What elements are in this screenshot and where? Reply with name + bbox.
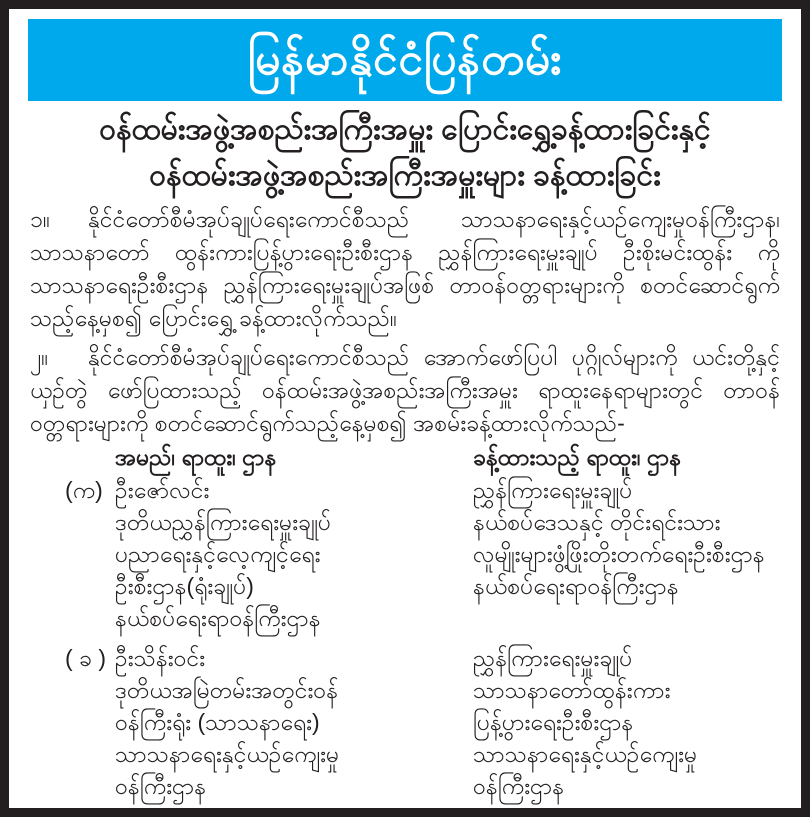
paragraph-1-number: ၁။ — [30, 206, 50, 232]
appointment-row-2-current-line: ဦးသိန်းဝင်း — [115, 645, 206, 671]
appointment-row-1-label: (က) — [65, 477, 103, 503]
appointment-row-2-appointed-line: သာသနာရေးနှင့်ယဉ်ကျေးမှု — [473, 741, 698, 767]
appointment-row-2-appointed — [473, 642, 782, 802]
appointment-row-2-current — [115, 642, 473, 802]
appointment-row-2-appointed-line: သာသနာတော်ထွန်းကား — [473, 677, 671, 703]
appointment-row-1-current-line: ဦးဇော်လင်း — [115, 477, 210, 503]
appointment-row-2-appointed-line: ညွှန်ကြားရေးမှူးချုပ် — [473, 645, 633, 671]
appointment-row-1-current-line: ဒုတိယညွှန်ကြားရေးမှူးချုပ် — [115, 509, 332, 535]
document-title-line1: ဝန်ထမ်းအဖွဲ့အစည်းအကြီးအမှူး ပြောင်းရွှေ့ခန့်ထားခြင်းနှင့် — [99, 113, 711, 146]
appointment-row-1-appointed-line: လူမျိုးများဖွံ့ဖြိုးတိုးတက်ရေးဦးစီးဌာန — [473, 541, 765, 567]
appointments-column-headers — [28, 442, 782, 472]
appointment-row-1-current-line: နယ်စပ်ရေးရာဝန်ကြီးဌာန — [115, 605, 321, 631]
masthead-title: မြန်မာနိုင်ငံပြန်တမ်း — [247, 35, 563, 84]
appointment-row-1-appointed-line: နယ်စပ်ရေးရာဝန်ကြီးဌာန — [473, 573, 679, 599]
appointment-row-2-appointed-line: ပြန့်ပွားရေးဦးစီးဌာန — [473, 709, 634, 735]
appointment-row-2-current-line: ဒုတိယအမြဲတမ်းအတွင်းဝန် — [115, 677, 339, 703]
paragraph-1-text: နိုင်ငံတော်စီမံအုပ်ချုပ်ရေးကောင်စီသည် သာသနာရေးနှင့်ယဉ်ကျေးမှုဝန်ကြီးဌာန၊ သာသနာတော် ထွန်းကားပြန့်ပွားရေးဦးစီးဌာန ညွှန်ကြားရေးမှူးချုပ် ဦးစိုးမင်းထွန်း ကို သာသနာရေးဦးစီးဌာန ညွှန်ကြားရေးမှူးချုပ်အဖြစ် တာဝန်ဝတ္တရားများကို စတင်ဆောင်ရွက်သည့်နေ့မှစ၍ ပြောင်းရွှေ့ ခန့်ထားလိုက်သည်။ — [30, 206, 780, 331]
masthead-banner — [28, 19, 782, 101]
appointment-row-1-current — [115, 474, 473, 634]
paragraph-1 — [30, 203, 780, 335]
appointment-row-1-appointed — [473, 474, 782, 634]
document-title — [28, 107, 782, 199]
appointment-row-2-current-line: သာသနာရေးနှင့်ယဉ်ကျေးမှု — [115, 741, 340, 767]
appointment-row-1 — [28, 474, 782, 634]
appointment-row-2-current-line: ဝန်ကြီးဌာန — [115, 773, 207, 799]
appointment-row-2-current-line: ဝန်ကြီးရုံး (သာသနာရေး) — [115, 709, 320, 735]
appointment-row-1-appointed-line: ညွှန်ကြားရေးမှူးချုပ် — [473, 477, 633, 503]
appointment-row-1-appointed-line: နယ်စပ်ဒေသနှင့် တိုင်းရင်းသား — [473, 509, 721, 535]
paragraph-2-text: နိုင်ငံတော်စီမံအုပ်ချုပ်ရေးကောင်စီသည် အောက်ဖော်ပြပါ ပုဂ္ဂိုလ်များကို ယင်းတို့နှင့်ယှဉ်တွဲ ဖော်ပြထားသည့် ဝန်ထမ်းအဖွဲ့အစည်းအကြီးအမှူး ရာထူးနေရာများတွင် တာဝန်ဝတ္တရားများကို စတင်ဆောင်ရွက်သည့်နေ့မှစ၍ အစမ်းခန့်ထားလိုက်သည်- — [30, 344, 780, 436]
appointment-row-1-current-line: ဦးစီးဌာန(ရုံးချုပ်) — [115, 573, 254, 599]
appointment-row-2-appointed-line: ဝန်ကြီးဌာန — [473, 773, 565, 799]
appointment-row-2-label: ( ခ ) — [65, 645, 107, 671]
document-title-line2: ဝန်ထမ်းအဖွဲ့အစည်းအကြီးအမှူးများ ခန့်ထားခြင်း — [149, 159, 661, 192]
paragraph-2 — [30, 341, 780, 440]
appointment-row-2 — [28, 642, 782, 802]
appointment-row-1-current-line: ပညာရေးနှင့်လေ့ကျင့်ရေး — [115, 541, 321, 567]
column-header-name-position-department: အမည်၊ ရာထူး၊ ဌာန — [115, 444, 277, 470]
paragraph-2-number: ၂။ — [30, 344, 49, 370]
column-header-appointed-position-department: ခန့်ထားသည့် ရာထူး၊ ဌာန — [473, 444, 682, 470]
